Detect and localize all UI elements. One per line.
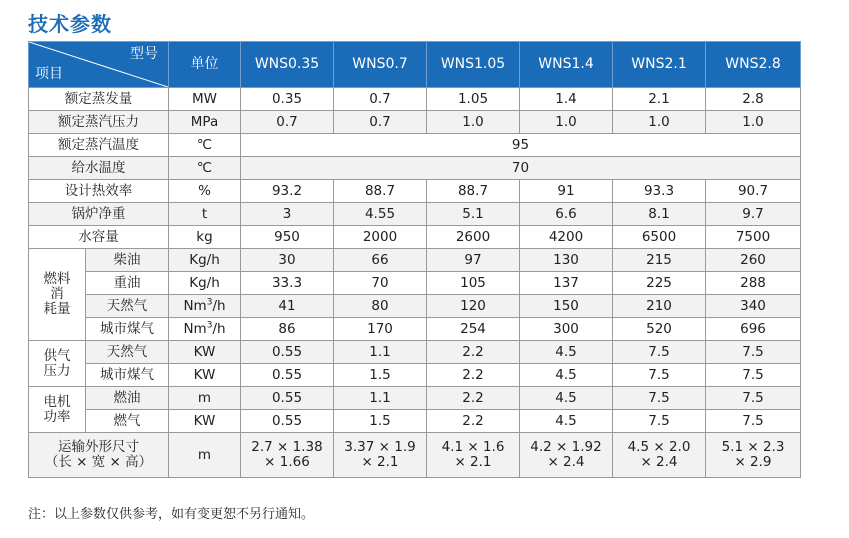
- model-header: WNS1.05: [427, 42, 520, 88]
- value-cell: 9.7: [706, 203, 801, 226]
- table-row: [29, 387, 801, 410]
- unit-cell: Kg/h: [169, 249, 241, 272]
- value-cell: 1.05: [427, 88, 520, 111]
- value-cell: 210: [613, 295, 706, 318]
- merged-value-cell: 95: [241, 134, 801, 157]
- value-cell: 7.5: [706, 410, 801, 433]
- page-title: 技术参数: [28, 12, 112, 36]
- value-cell: 2.8: [706, 88, 801, 111]
- value-cell: 3: [241, 203, 334, 226]
- model-header: WNS2.8: [706, 42, 801, 88]
- row-label: 给水温度: [29, 157, 169, 180]
- unit-cell: ℃: [169, 134, 241, 157]
- table-row: [29, 318, 801, 341]
- model-header: WNS1.4: [520, 42, 613, 88]
- value-cell: 2.2: [427, 387, 520, 410]
- row-label: 设计热效率: [29, 180, 169, 203]
- unit-cell: KW: [169, 410, 241, 433]
- sub-row-label: 城市煤气: [86, 364, 169, 387]
- table-row: [29, 295, 801, 318]
- value-cell: 340: [706, 295, 801, 318]
- unit-cell: KW: [169, 364, 241, 387]
- unit-cell: ℃: [169, 157, 241, 180]
- group-label-fuel: 燃料 消 耗量: [29, 249, 86, 341]
- value-cell: 1.0: [520, 111, 613, 134]
- table-row: [29, 272, 801, 295]
- value-cell: 0.55: [241, 387, 334, 410]
- group-label-motor-power: 电机 功率: [29, 387, 86, 433]
- value-cell: 7.5: [706, 364, 801, 387]
- value-cell: 260: [706, 249, 801, 272]
- value-cell: 7.5: [706, 387, 801, 410]
- row-label-dimensions: 运输外形尺寸 （长 × 宽 × 高）: [29, 433, 169, 478]
- value-cell: 33.3: [241, 272, 334, 295]
- value-cell: 2.2: [427, 410, 520, 433]
- value-cell: 7.5: [613, 341, 706, 364]
- value-cell: 696: [706, 318, 801, 341]
- footnote: 注：以上参数仅供参考，如有变更恕不另行通知。: [28, 507, 315, 522]
- table-row: [29, 410, 801, 433]
- value-cell: 225: [613, 272, 706, 295]
- value-cell: 1.5: [334, 410, 427, 433]
- value-cell: 4.5: [520, 364, 613, 387]
- header-diagonal-cell: [29, 42, 169, 88]
- value-cell: 520: [613, 318, 706, 341]
- value-cell: 4200: [520, 226, 613, 249]
- value-cell: 1.1: [334, 341, 427, 364]
- value-cell: 41: [241, 295, 334, 318]
- value-cell: 288: [706, 272, 801, 295]
- unit-cell: kg: [169, 226, 241, 249]
- value-cell: 1.0: [706, 111, 801, 134]
- value-cell: 215: [613, 249, 706, 272]
- value-cell: 5.1: [427, 203, 520, 226]
- value-cell: 6500: [613, 226, 706, 249]
- value-cell: 7.5: [613, 387, 706, 410]
- table-row: [29, 88, 801, 111]
- value-cell: 7.5: [613, 410, 706, 433]
- value-cell: 4.2 × 1.92 × 2.4: [520, 433, 613, 478]
- sub-row-label: 燃气: [86, 410, 169, 433]
- value-cell: 105: [427, 272, 520, 295]
- value-cell: 2.2: [427, 364, 520, 387]
- value-cell: 86: [241, 318, 334, 341]
- unit-cell: Kg/h: [169, 272, 241, 295]
- value-cell: 8.1: [613, 203, 706, 226]
- sub-row-label: 柴油: [86, 249, 169, 272]
- header-row: [29, 42, 801, 88]
- table-row: [29, 134, 801, 157]
- value-cell: 0.7: [334, 88, 427, 111]
- value-cell: 4.5 × 2.0 × 2.4: [613, 433, 706, 478]
- unit-cell: MW: [169, 88, 241, 111]
- value-cell: 88.7: [427, 180, 520, 203]
- value-cell: 66: [334, 249, 427, 272]
- row-label: 锅炉净重: [29, 203, 169, 226]
- table-row: [29, 111, 801, 134]
- merged-value-cell: 70: [241, 157, 801, 180]
- value-cell: 4.5: [520, 410, 613, 433]
- value-cell: 0.55: [241, 364, 334, 387]
- unit-cell: Nm$^3$/h: [169, 318, 241, 341]
- sub-row-label: 燃油: [86, 387, 169, 410]
- value-cell: 80: [334, 295, 427, 318]
- value-cell: 4.55: [334, 203, 427, 226]
- value-cell: 2600: [427, 226, 520, 249]
- unit-cell: %: [169, 180, 241, 203]
- table-row: [29, 157, 801, 180]
- value-cell: 5.1 × 2.3 × 2.9: [706, 433, 801, 478]
- unit-cell: KW: [169, 341, 241, 364]
- row-label: 额定蒸汽温度: [29, 134, 169, 157]
- table-row: [29, 180, 801, 203]
- model-header: WNS2.1: [613, 42, 706, 88]
- value-cell: 7500: [706, 226, 801, 249]
- value-cell: 1.1: [334, 387, 427, 410]
- table-row: [29, 203, 801, 226]
- value-cell: 1.0: [613, 111, 706, 134]
- value-cell: 120: [427, 295, 520, 318]
- value-cell: 1.5: [334, 364, 427, 387]
- table-row: [29, 341, 801, 364]
- model-header: WNS0.7: [334, 42, 427, 88]
- unit-cell: Nm$^3$/h: [169, 295, 241, 318]
- value-cell: 0.55: [241, 341, 334, 364]
- value-cell: 1.0: [427, 111, 520, 134]
- unit-cell: t: [169, 203, 241, 226]
- value-cell: 6.6: [520, 203, 613, 226]
- item-header-label: 项目: [35, 66, 63, 82]
- value-cell: 170: [334, 318, 427, 341]
- group-label-gas-pressure: 供气 压力: [29, 341, 86, 387]
- table-row: [29, 364, 801, 387]
- table-row: [29, 433, 801, 478]
- value-cell: 2.7 × 1.38 × 1.66: [241, 433, 334, 478]
- value-cell: 90.7: [706, 180, 801, 203]
- table-row: [29, 249, 801, 272]
- value-cell: 1.4: [520, 88, 613, 111]
- value-cell: 150: [520, 295, 613, 318]
- value-cell: 130: [520, 249, 613, 272]
- value-cell: 91: [520, 180, 613, 203]
- value-cell: 300: [520, 318, 613, 341]
- model-header-label: 型号: [130, 46, 158, 62]
- sub-row-label: 重油: [86, 272, 169, 295]
- value-cell: 0.35: [241, 88, 334, 111]
- value-cell: 4.1 × 1.6 × 2.1: [427, 433, 520, 478]
- value-cell: 93.3: [613, 180, 706, 203]
- value-cell: 7.5: [613, 364, 706, 387]
- value-cell: 950: [241, 226, 334, 249]
- sub-row-label: 天然气: [86, 295, 169, 318]
- value-cell: 97: [427, 249, 520, 272]
- unit-cell: m: [169, 387, 241, 410]
- sub-row-label: 城市煤气: [86, 318, 169, 341]
- unit-cell: m: [169, 433, 241, 478]
- value-cell: 2.1: [613, 88, 706, 111]
- value-cell: 254: [427, 318, 520, 341]
- table-row: [29, 226, 801, 249]
- value-cell: 88.7: [334, 180, 427, 203]
- model-header: WNS0.35: [241, 42, 334, 88]
- value-cell: 0.7: [241, 111, 334, 134]
- row-label: 额定蒸发量: [29, 88, 169, 111]
- value-cell: 30: [241, 249, 334, 272]
- spec-table: [28, 41, 801, 478]
- value-cell: 3.37 × 1.9 × 2.1: [334, 433, 427, 478]
- value-cell: 7.5: [706, 341, 801, 364]
- value-cell: 2000: [334, 226, 427, 249]
- unit-header: 单位: [169, 42, 241, 88]
- value-cell: 0.7: [334, 111, 427, 134]
- sub-row-label: 天然气: [86, 341, 169, 364]
- value-cell: 0.55: [241, 410, 334, 433]
- value-cell: 4.5: [520, 387, 613, 410]
- value-cell: 4.5: [520, 341, 613, 364]
- value-cell: 70: [334, 272, 427, 295]
- value-cell: 93.2: [241, 180, 334, 203]
- unit-cell: MPa: [169, 111, 241, 134]
- row-label: 额定蒸汽压力: [29, 111, 169, 134]
- value-cell: 2.2: [427, 341, 520, 364]
- value-cell: 137: [520, 272, 613, 295]
- row-label: 水容量: [29, 226, 169, 249]
